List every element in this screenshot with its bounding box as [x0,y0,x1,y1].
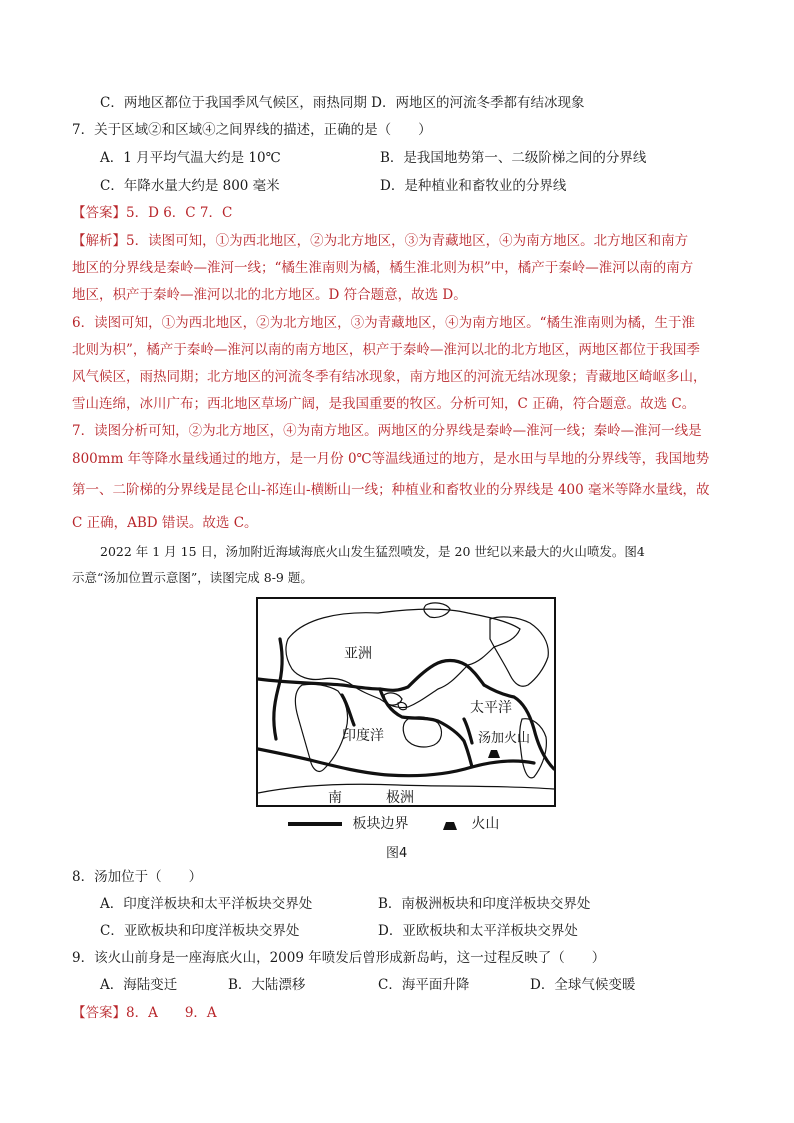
q9-option-c: C．海平面升降 [378,977,470,993]
plate-boundary-legend-line [288,822,342,826]
intro-line-2: 示意“汤加位置示意图”，读图完成 8-9 题。 [72,570,313,585]
plate-boundary-indo-australian [380,689,472,767]
explanation-line-11: C 正确，ABD 错误。故选 C。 [72,515,258,531]
q8-option-c: C．亚欧板块和印度洋板块交界处 [100,923,300,939]
label-antarctica-2: 极洲 [386,790,414,806]
americas-outline [490,617,548,686]
explanation-line-2: 地区的分界线是秦岭—淮河一线；“橘生淮南则为橘，橘生淮北则为枳”中，橘产于秦岭—淮河以南的南方 [72,260,694,276]
volcano-icon [441,819,459,829]
label-indian-ocean: 印度洋 [342,728,384,744]
explanation-line-8: 7．读图分析可知，②为北方地区，④为南方地区。两地区的分界线是秦岭—淮河一线；秦岭—淮河一线是 [72,423,702,439]
q8-option-b: B．南极洲板块和印度洋板块交界处 [378,896,591,912]
explanation-line-6: 风气候区，雨热同期；北方地区的河流冬季有结冰现象，南方地区的河流无结冰现象；青藏地区崎岖多山， [72,369,707,385]
legend-plate-boundary: 板块边界 [352,816,409,832]
q7-option-c: C．年降水量大约是 800 毫米 [100,178,280,194]
q8-option-d: D．亚欧板块和太平洋板块交界处 [378,923,578,939]
explanation-line-5: 北则为枳”，橘产于秦岭—淮河以南的南方地区，枳产于秦岭—淮河以北的北方地区，两地区都位于我国季 [72,342,700,358]
tonga-location-map [256,597,556,807]
explanation-line-7: 雪山连绵，冰川广布；西北地区草场广阔，是我国重要的牧区。分析可知，C 正确，符合题意。故选 C。 [72,396,696,412]
label-asia: 亚洲 [344,646,372,662]
q7-option-a: A．1 月平均气温大约是 10℃ [100,150,281,166]
label-pacific: 太平洋 [470,700,512,716]
explanation-line-10: 第一、二阶梯的分界线是昆仑山-祁连山-横断山一线；种植业和畜牧业的分界线是 400 毫米等降水量线，故 [72,482,710,498]
plate-boundary-atlantic [274,639,282,739]
explanation-line-3: 地区，枳产于秦岭—淮河以北的北方地区。D 符合题意，故选 D。 [72,287,467,303]
explanation-line-4: 6．读图可知，①为西北地区，②为北方地区，③为青藏地区，④为南方地区。“橘生淮南则为橘，生于淮 [72,315,695,331]
europe-asia-outline [286,609,520,707]
tonga-volcano-marker [486,749,502,759]
q8-option-a: A．印度洋板块和太平洋板块交界处 [100,896,313,912]
label-tonga-volcano: 汤加火山 [478,731,531,746]
q9-option-b: B．大陆漂移 [228,977,306,993]
answer-5-7: 【答案】5．D 6．C 7．C [72,205,233,221]
q7-option-d: D．是种植业和畜牧业的分界线 [380,178,567,194]
question-9: 9．该火山前身是一座海底火山，2009 年喷发后曾形成新岛屿，这一过程反映了（ ） [72,950,606,966]
label-antarctica-1: 南 [328,790,342,806]
intro-line-1: 2022 年 1 月 15 日，汤加附近海域海底火山发生猛烈喷发，是 20 世纪以来最大的火山喷发。图4 [100,544,645,559]
explanation-line-1: 【解析】5．读图可知，①为西北地区，②为北方地区，③为青藏地区，④为南方地区。北方地区和南方 [72,233,689,249]
plate-boundary-north [258,661,484,691]
map-legend [288,813,499,833]
q9-option-d: D．全球气候变暖 [530,977,636,993]
q7-option-b: B．是我国地势第一、二级阶梯之间的分界线 [380,150,647,166]
option-c-line: C．两地区都位于我国季风气候区，雨热同期 D．两地区的河流冬季都有结冰现象 [100,95,585,111]
explanation-line-9: 800mm 年等降水量线通过的地方，是一月份 0℃等温线通过的地方，是水田与旱地的分界线等，我国地势 [72,451,710,467]
question-8: 8．汤加位于（ ） [72,869,203,885]
question-7: 7．关于区域②和区域④之间界线的描述，正确的是（ ） [72,122,432,138]
answer-8-9: 【答案】8．A 9．A [72,1005,217,1021]
q9-option-a: A．海陆变迁 [100,977,178,993]
legend-volcano: 火山 [471,816,500,832]
figure-caption: 图4 [386,846,408,861]
plate-boundary-tonga-trench [464,719,472,743]
